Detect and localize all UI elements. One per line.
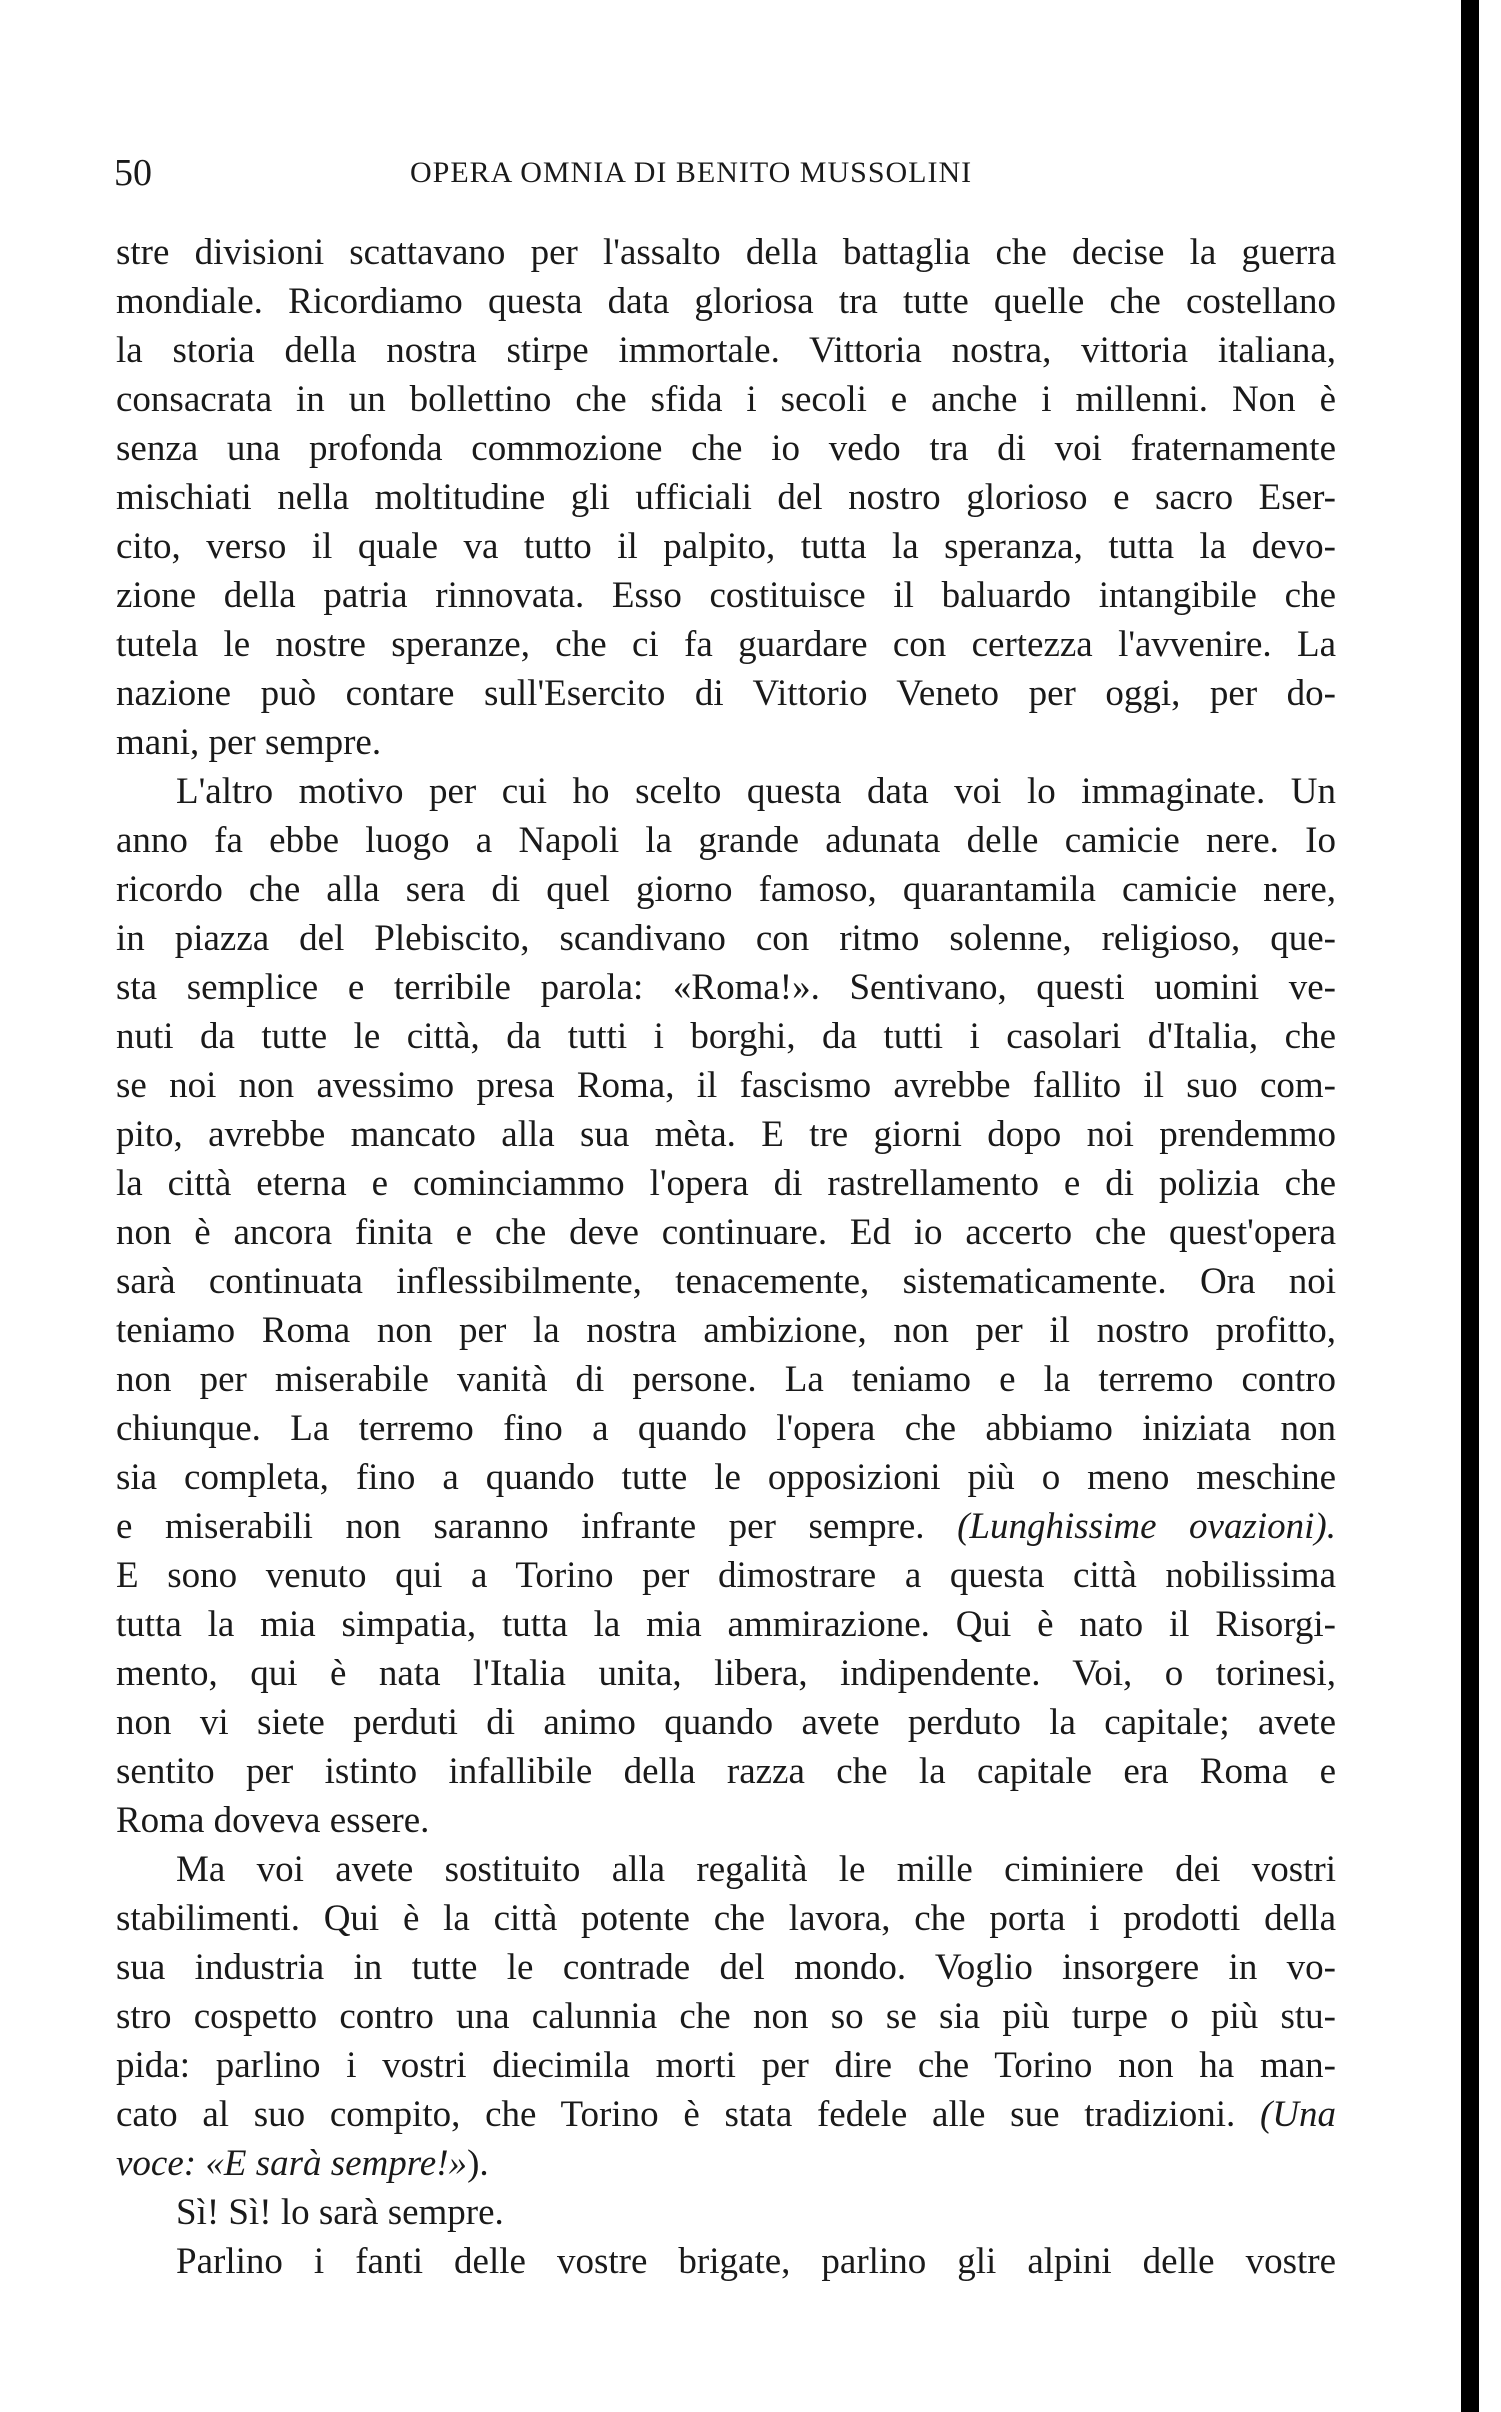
text-line <box>116 571 1336 620</box>
italic-annotation: (Lunghissime ovazioni). <box>957 1506 1336 1547</box>
text-line <box>116 1061 1336 1110</box>
text-line <box>116 1012 1336 1061</box>
text-line <box>116 865 1336 914</box>
text-line <box>116 1600 1336 1649</box>
text-line <box>116 816 1336 865</box>
text-line-content: Sì! Sì! lo sarà sempre. <box>176 2192 504 2233</box>
page-number: 50 <box>114 152 152 194</box>
text-line-content: se noi non avessimo presa Roma, il fascismo avrebbe fallito il suo com- <box>116 1065 1336 1106</box>
text-line <box>116 1208 1336 1257</box>
text-line <box>116 914 1336 963</box>
italic-annotation: voce: «E sarà sempre!» <box>116 2143 468 2184</box>
text-line <box>116 1453 1336 1502</box>
text-line <box>116 1306 1336 1355</box>
text-line <box>116 1404 1336 1453</box>
text-line-content: sta semplice e terribile parola: «Roma!». Sentivano, questi uomini ve- <box>116 967 1336 1008</box>
text-line <box>116 1355 1336 1404</box>
text-line <box>116 767 1336 816</box>
text-line-content: anno fa ebbe luogo a Napoli la grande adunata delle camicie nere. Io <box>116 820 1336 861</box>
text-line-content: pida: parlino i vostri diecimila morti per dire che Torino non ha man- <box>116 2045 1336 2086</box>
text-line <box>116 326 1336 375</box>
text-line <box>116 424 1336 473</box>
text-line <box>116 1502 1336 1551</box>
text-line-content: non per miserabile vanità di persone. La teniamo e la terremo contro <box>116 1359 1336 1400</box>
text-line-content: mento, qui è nata l'Italia unita, libera, indipendente. Voi, o torinesi, <box>116 1653 1336 1694</box>
text-line <box>116 1992 1336 2041</box>
text-line-content: mischiati nella moltitudine gli ufficiali del nostro glorioso e sacro Eser- <box>116 477 1336 518</box>
text-line <box>116 1257 1336 1306</box>
text-line <box>116 669 1336 718</box>
text-line-content: Roma doveva essere. <box>116 1800 430 1841</box>
text-line-content: senza una profonda commozione che io vedo tra di voi fraternamente <box>116 428 1336 469</box>
text-line <box>116 2041 1336 2090</box>
text-line-content: consacrata in un bollettino che sfida i secoli e anche i millenni. Non è <box>116 379 1336 420</box>
text-line-content: L'altro motivo per cui ho scelto questa data voi lo immaginate. Un <box>176 771 1336 812</box>
text-line <box>116 1796 1336 1845</box>
text-line <box>116 718 1336 767</box>
text-line-content: non è ancora finita e che deve continuare. Ed io accerto che quest'opera <box>116 1212 1336 1253</box>
text-line-content: tutta la mia simpatia, tutta la mia ammirazione. Qui è nato il Risorgi- <box>116 1604 1336 1645</box>
text-line <box>116 375 1336 424</box>
text-line <box>116 2237 1336 2286</box>
text-line <box>116 1159 1336 1208</box>
text-line-content: stro cospetto contro una calunnia che non so se sia più turpe o più stu- <box>116 1996 1336 2037</box>
text-line-content: sentito per istinto infallibile della razza che la capitale era Roma e <box>116 1751 1336 1792</box>
text-line <box>116 620 1336 669</box>
text-line <box>116 1894 1336 1943</box>
text-line <box>116 1649 1336 1698</box>
text-line-content: la città eterna e cominciammo l'opera di rastrellamento e di polizia che <box>116 1163 1336 1204</box>
text-line-content: mani, per sempre. <box>116 722 382 763</box>
body-text <box>116 228 1336 2286</box>
text-line-content: sua industria in tutte le contrade del mondo. Voglio insorgere in vo- <box>116 1947 1336 1988</box>
text-line <box>116 2188 1336 2237</box>
text-line-content: in piazza del Plebiscito, scandivano con ritmo solenne, religioso, que- <box>116 918 1336 959</box>
text-line-content: chiunque. La terremo fino a quando l'opera che abbiamo iniziata non <box>116 1408 1336 1449</box>
text-line-content: Ma voi avete sostituito alla regalità le mille ciminiere dei vostri <box>176 1849 1336 1890</box>
text-line-content: stabilimenti. Qui è la città potente che lavora, che porta i prodotti della <box>116 1898 1336 1939</box>
text-line-content: zione della patria rinnovata. Esso costituisce il baluardo intangibile che <box>116 575 1336 616</box>
text-line <box>116 2139 1336 2188</box>
text-line <box>116 1747 1336 1796</box>
text-line <box>116 1698 1336 1747</box>
text-line <box>116 228 1336 277</box>
text-line-content: non vi siete perduti di animo quando avete perduto la capitale; avete <box>116 1702 1336 1743</box>
text-line-content: sia completa, fino a quando tutte le opposizioni più o meno meschine <box>116 1457 1336 1498</box>
page-header <box>114 148 1334 198</box>
text-line-content: teniamo Roma non per la nostra ambizione, non per il nostro profitto, <box>116 1310 1336 1351</box>
text-line <box>116 1551 1336 1600</box>
text-line <box>116 522 1336 571</box>
text-line-content: cito, verso il quale va tutto il palpito, tutta la speranza, tutta la devo- <box>116 526 1336 567</box>
text-line-content: e miserabili non saranno infrante per sempre. <box>116 1506 925 1547</box>
text-line <box>116 1943 1336 1992</box>
text-line-content: tutela le nostre speranze, che ci fa guardare con certezza l'avvenire. La <box>116 624 1336 665</box>
text-line <box>116 473 1336 522</box>
text-line <box>116 1845 1336 1894</box>
running-title: OPERA OMNIA DI BENITO MUSSOLINI <box>410 156 973 189</box>
text-line <box>116 963 1336 1012</box>
text-line-content: Parlino i fanti delle vostre brigate, parlino gli alpini delle vostre <box>176 2241 1336 2282</box>
text-line-content: cato al suo compito, che Torino è stata fedele alle sue tradizioni. <box>116 2094 1236 2135</box>
text-line-content: E sono venuto qui a Torino per dimostrare a questa città nobilissima <box>116 1555 1336 1596</box>
text-line-content: pito, avrebbe mancato alla sua mèta. E tre giorni dopo noi prendemmo <box>116 1114 1336 1155</box>
text-line <box>116 2090 1336 2139</box>
text-line-content: nazione può contare sull'Esercito di Vittorio Veneto per oggi, per do- <box>116 673 1336 714</box>
text-line-content: sarà continuata inflessibilmente, tenacemente, sistematicamente. Ora noi <box>116 1261 1336 1302</box>
text-line-content: nuti da tutte le città, da tutti i borghi, da tutti i casolari d'Italia, che <box>116 1016 1336 1057</box>
text-line-tail: ). <box>467 2143 489 2184</box>
page-edge-shadow <box>1461 0 1501 2412</box>
italic-annotation: (Una <box>1259 2094 1336 2135</box>
text-line-content: mondiale. Ricordiamo questa data gloriosa tra tutte quelle che costellano <box>116 281 1336 322</box>
text-line <box>116 1110 1336 1159</box>
text-line-content: ricordo che alla sera di quel giorno famoso, quarantamila camicie nere, <box>116 869 1336 910</box>
text-line-content: la storia della nostra stirpe immortale. Vittoria nostra, vittoria italiana, <box>116 330 1336 371</box>
text-line <box>116 277 1336 326</box>
text-line-content: stre divisioni scattavano per l'assalto della battaglia che decise la guerra <box>116 232 1336 273</box>
